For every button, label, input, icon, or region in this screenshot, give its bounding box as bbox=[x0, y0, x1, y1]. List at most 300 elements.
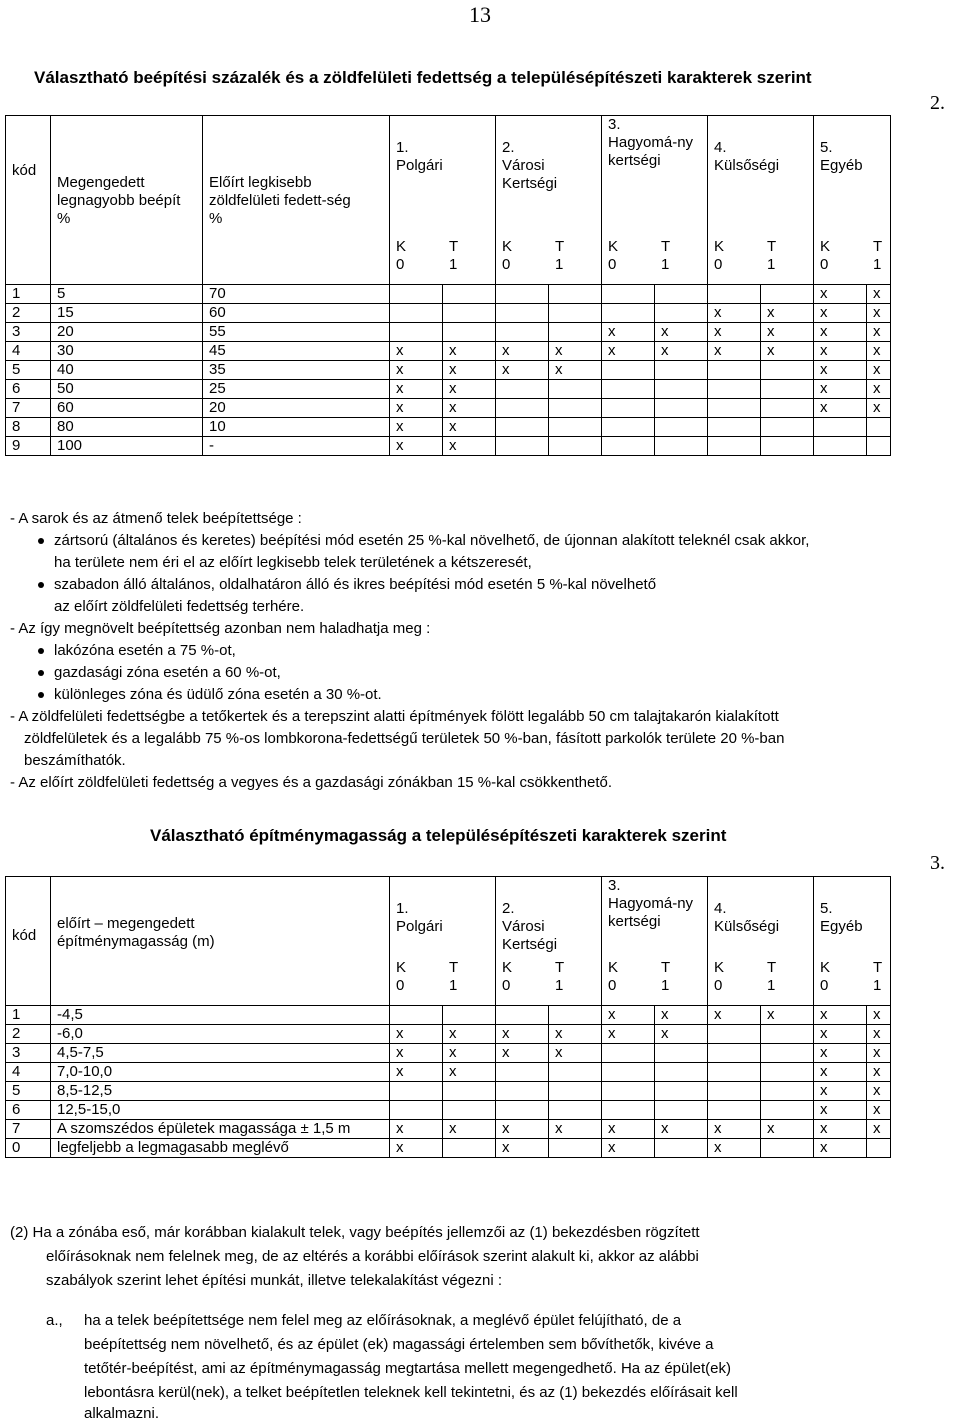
cell-kod: 4 bbox=[6, 342, 51, 361]
cell-min-green: 45 bbox=[203, 342, 390, 361]
cell-mark bbox=[496, 380, 549, 399]
cell-max-coverage: 60 bbox=[51, 399, 203, 418]
group-label-line: Kertségi bbox=[502, 175, 558, 192]
cell-mark: x bbox=[867, 304, 891, 323]
cell-mark: x bbox=[814, 1025, 867, 1044]
cell-mark bbox=[761, 1063, 814, 1082]
cell-mark bbox=[814, 418, 867, 437]
cell-mark: x bbox=[496, 1139, 549, 1158]
sub-header-t: T bbox=[449, 238, 459, 255]
cell-mark: x bbox=[867, 1063, 891, 1082]
cell-mark: x bbox=[443, 1025, 496, 1044]
cell-mark: x bbox=[549, 342, 602, 361]
cell-mark: x bbox=[602, 1139, 655, 1158]
cell-mark: x bbox=[443, 1120, 496, 1139]
table-row bbox=[6, 304, 891, 323]
cell-mark: x bbox=[867, 323, 891, 342]
table-row bbox=[6, 399, 891, 418]
cell-kod: 6 bbox=[6, 1101, 51, 1120]
cell-mark bbox=[602, 418, 655, 437]
cell-mark: x bbox=[867, 342, 891, 361]
item-a-label: a., bbox=[46, 1312, 63, 1329]
cell-mark bbox=[708, 1101, 761, 1120]
cell-mark bbox=[761, 437, 814, 456]
height-table bbox=[5, 876, 891, 1158]
cell-mark: x bbox=[761, 342, 814, 361]
cell-mark bbox=[549, 418, 602, 437]
cell-mark bbox=[708, 418, 761, 437]
group-label-line: 1. bbox=[396, 139, 409, 156]
cell-max-coverage: 30 bbox=[51, 342, 203, 361]
cell-height: 4,5-7,5 bbox=[51, 1044, 390, 1063]
bullet-icon bbox=[38, 648, 44, 654]
cell-mark bbox=[549, 437, 602, 456]
header-row bbox=[6, 877, 891, 1006]
cell-mark bbox=[655, 1139, 708, 1158]
cell-kod: 4 bbox=[6, 1063, 51, 1082]
table-row bbox=[6, 1025, 891, 1044]
table-row bbox=[6, 418, 891, 437]
col-header-group-5 bbox=[814, 877, 891, 1006]
col-header-group-2 bbox=[496, 116, 602, 285]
cell-mark: x bbox=[708, 342, 761, 361]
sub-header-t: T bbox=[555, 238, 565, 255]
cell-mark bbox=[761, 361, 814, 380]
cell-mark: x bbox=[496, 361, 549, 380]
section-3-title: Választható építménymagasság a településépítészeti karakterek szerint bbox=[150, 826, 727, 845]
table-row bbox=[6, 1101, 891, 1120]
sub-header-t: T bbox=[873, 238, 883, 255]
cell-mark bbox=[708, 380, 761, 399]
cell-mark bbox=[814, 437, 867, 456]
cell-mark: x bbox=[814, 1139, 867, 1158]
cell-min-green: 60 bbox=[203, 304, 390, 323]
cell-mark bbox=[549, 285, 602, 304]
cell-mark bbox=[761, 285, 814, 304]
cell-mark: x bbox=[814, 1082, 867, 1101]
coverage-table bbox=[5, 115, 891, 456]
cell-mark: x bbox=[814, 323, 867, 342]
col-header-min-green-line: % bbox=[209, 210, 223, 227]
cell-mark bbox=[549, 399, 602, 418]
cell-kod: 1 bbox=[6, 1006, 51, 1025]
cell-mark: x bbox=[390, 437, 443, 456]
table-row bbox=[6, 1006, 891, 1025]
sub-header-k: K bbox=[714, 238, 725, 255]
cell-mark: x bbox=[867, 380, 891, 399]
cell-mark bbox=[655, 1082, 708, 1101]
col-header-min-green-line: Előírt legkisebb bbox=[209, 174, 312, 191]
cell-max-coverage: 15 bbox=[51, 304, 203, 323]
cell-mark: x bbox=[496, 1120, 549, 1139]
cell-kod: 6 bbox=[6, 380, 51, 399]
cell-mark bbox=[443, 1101, 496, 1120]
cell-mark bbox=[496, 1006, 549, 1025]
cell-mark bbox=[496, 323, 549, 342]
cell-height: 7,0-10,0 bbox=[51, 1063, 390, 1082]
cell-mark bbox=[549, 1006, 602, 1025]
cell-mark: x bbox=[602, 1006, 655, 1025]
bullet-continuation: ha területe nem éri el az előírt legkisebb telek területének a kétszeresét, bbox=[54, 554, 532, 571]
sub-header-t-num: 1 bbox=[873, 977, 882, 994]
table-row bbox=[6, 1120, 891, 1139]
cell-mark bbox=[761, 399, 814, 418]
col-header-kod bbox=[6, 116, 51, 285]
group-label-line: 3. bbox=[608, 116, 621, 133]
table-row bbox=[6, 380, 891, 399]
group-label-line: Egyéb bbox=[820, 157, 863, 174]
cell-mark: x bbox=[708, 323, 761, 342]
sub-header-k: K bbox=[502, 959, 513, 976]
group-label-line: Polgári bbox=[396, 157, 443, 174]
cell-min-green: - bbox=[203, 437, 390, 456]
note-green-roofs: - A zöldfelületi fedettségbe a tetőkertek és a terepszint alatti építmények fölött legalább 50 cm talajtakarón kialakított bbox=[10, 708, 779, 725]
cell-mark: x bbox=[814, 304, 867, 323]
cell-mark bbox=[390, 1006, 443, 1025]
cell-mark: x bbox=[814, 361, 867, 380]
cell-kod: 7 bbox=[6, 1120, 51, 1139]
bullet-item: szabadon álló általános, oldalhatáron álló és ikres beépítési mód esetén 5 %-kal növelhető bbox=[38, 574, 656, 596]
cell-mark bbox=[496, 1063, 549, 1082]
cell-mark: x bbox=[496, 342, 549, 361]
cell-mark bbox=[496, 1082, 549, 1101]
section-2-title: Választható beépítési százalék és a zöldfelületi fedettség a településépítészeti karakterek szerint bbox=[34, 68, 812, 87]
col-header-group-2 bbox=[496, 877, 602, 1006]
cell-mark: x bbox=[390, 380, 443, 399]
cell-mark bbox=[496, 399, 549, 418]
cell-mark bbox=[602, 361, 655, 380]
sub-header-k: K bbox=[714, 959, 725, 976]
sub-header-k: K bbox=[608, 959, 619, 976]
cell-mark: x bbox=[443, 399, 496, 418]
cell-mark: x bbox=[708, 304, 761, 323]
sub-header-k-num: 0 bbox=[502, 977, 511, 994]
cell-mark bbox=[655, 380, 708, 399]
sub-header-t-num: 1 bbox=[449, 977, 458, 994]
group-label-line: Külsőségi bbox=[714, 918, 780, 935]
cell-mark bbox=[549, 1139, 602, 1158]
cell-kod: 5 bbox=[6, 361, 51, 380]
cell-mark bbox=[655, 1044, 708, 1063]
col-header-group-3 bbox=[602, 116, 708, 285]
header-row bbox=[6, 116, 891, 285]
cell-mark bbox=[443, 1006, 496, 1025]
cell-min-green: 20 bbox=[203, 399, 390, 418]
cell-mark bbox=[602, 1101, 655, 1120]
col-header-max-coverage-line: Megengedett bbox=[57, 174, 145, 191]
col-header-group-4 bbox=[708, 877, 814, 1006]
group-label-line: 5. bbox=[820, 900, 833, 917]
cell-mark bbox=[655, 437, 708, 456]
cell-mark bbox=[549, 304, 602, 323]
sub-header-t-num: 1 bbox=[555, 977, 564, 994]
cell-mark: x bbox=[708, 1139, 761, 1158]
cell-mark: x bbox=[443, 418, 496, 437]
cell-mark bbox=[655, 1101, 708, 1120]
col-header-min-green-line: zöldfelületi fedett-ség bbox=[209, 192, 351, 209]
cell-mark bbox=[390, 285, 443, 304]
cell-kod: 2 bbox=[6, 1025, 51, 1044]
cell-mark: x bbox=[814, 285, 867, 304]
note-corner-plot: - A sarok és az átmenő telek beépítettsége : bbox=[10, 510, 302, 527]
cell-mark bbox=[708, 285, 761, 304]
bullet-icon bbox=[38, 692, 44, 698]
cell-mark: x bbox=[390, 1044, 443, 1063]
cell-height: 12,5-15,0 bbox=[51, 1101, 390, 1120]
cell-kod: 3 bbox=[6, 323, 51, 342]
cell-mark: x bbox=[496, 1025, 549, 1044]
bullet-item: különleges zóna és üdülő zóna esetén a 30 %-ot. bbox=[38, 684, 382, 706]
cell-max-coverage: 5 bbox=[51, 285, 203, 304]
cell-max-coverage: 50 bbox=[51, 380, 203, 399]
cell-mark: x bbox=[814, 1101, 867, 1120]
sub-header-k: K bbox=[502, 238, 513, 255]
sub-header-k-num: 0 bbox=[396, 977, 405, 994]
sub-header-k-num: 0 bbox=[820, 977, 829, 994]
bullet-continuation: az előírt zöldfelületi fedettség terhére. bbox=[54, 598, 305, 615]
paragraph-2-line: szabályok szerint lehet építési munkát, illetve telekalakítást végezni : bbox=[46, 1272, 503, 1289]
cell-mark: x bbox=[867, 1101, 891, 1120]
sub-header-t-num: 1 bbox=[873, 256, 882, 273]
sub-header-t-num: 1 bbox=[449, 256, 458, 273]
cell-mark: x bbox=[814, 1120, 867, 1139]
item-a-line: beépítettség nem növelhető, és az épület (ek) magassági értelemben sem bővíthetők, kivéve a bbox=[84, 1336, 714, 1353]
col-header-height-line: építménymagasság (m) bbox=[57, 933, 215, 950]
cell-mark bbox=[602, 1063, 655, 1082]
bullet-icon bbox=[38, 538, 44, 544]
table-row bbox=[6, 361, 891, 380]
note-max-limit: - Az így megnövelt beépítettség azonban nem haladhatja meg : bbox=[10, 620, 431, 637]
col-header-height bbox=[51, 877, 390, 1006]
group-label-line: 5. bbox=[820, 139, 833, 156]
cell-mark bbox=[761, 418, 814, 437]
cell-mark bbox=[708, 1063, 761, 1082]
table-row bbox=[6, 1063, 891, 1082]
cell-mark bbox=[708, 437, 761, 456]
cell-height: -4,5 bbox=[51, 1006, 390, 1025]
cell-mark bbox=[496, 285, 549, 304]
cell-mark bbox=[496, 437, 549, 456]
cell-mark: x bbox=[390, 361, 443, 380]
cell-mark: x bbox=[814, 1044, 867, 1063]
cell-mark: x bbox=[443, 342, 496, 361]
bullet-item: zártsorú (általános és keretes) beépítési mód esetén 25 %-kal növelhető, de újonnan alakított teleknél csak akkor, bbox=[38, 530, 809, 552]
group-label-line: 4. bbox=[714, 139, 727, 156]
cell-mark bbox=[496, 1101, 549, 1120]
group-label-line: Városi bbox=[502, 157, 545, 174]
col-header-group-5 bbox=[814, 116, 891, 285]
cell-mark bbox=[655, 418, 708, 437]
cell-mark: x bbox=[814, 1063, 867, 1082]
sub-header-k-num: 0 bbox=[608, 256, 617, 273]
cell-mark bbox=[708, 1082, 761, 1101]
cell-mark bbox=[761, 1139, 814, 1158]
cell-max-coverage: 40 bbox=[51, 361, 203, 380]
col-header-group-1 bbox=[390, 877, 496, 1006]
table-row bbox=[6, 1082, 891, 1101]
cell-max-coverage: 20 bbox=[51, 323, 203, 342]
cell-mark: x bbox=[867, 361, 891, 380]
cell-mark bbox=[708, 399, 761, 418]
item-a-line: alkalmazni. bbox=[84, 1405, 160, 1422]
cell-mark: x bbox=[443, 1044, 496, 1063]
col-header-min-green bbox=[203, 116, 390, 285]
group-label-line: Városi bbox=[502, 918, 545, 935]
sub-header-t: T bbox=[767, 238, 777, 255]
cell-mark bbox=[549, 380, 602, 399]
cell-mark bbox=[602, 1082, 655, 1101]
cell-mark bbox=[549, 1063, 602, 1082]
cell-mark: x bbox=[655, 1120, 708, 1139]
table-row bbox=[6, 285, 891, 304]
cell-mark: x bbox=[549, 1120, 602, 1139]
group-label-line: Polgári bbox=[396, 918, 443, 935]
table-row bbox=[6, 323, 891, 342]
note-green-roofs-cont: zöldfelületek és a legalább 75 %-os lombkorona-fedettségű területek 50 %-ban, fásított parkolók területe 20 %-ban bbox=[24, 730, 785, 747]
cell-mark: x bbox=[761, 1006, 814, 1025]
group-label-line: 4. bbox=[714, 900, 727, 917]
cell-mark: x bbox=[390, 399, 443, 418]
item-a-line: ha a telek beépítettsége nem felel meg az előírásoknak, a meglévő épület felújítható, de a bbox=[84, 1312, 682, 1329]
sub-header-t: T bbox=[555, 959, 565, 976]
cell-mark: x bbox=[814, 399, 867, 418]
cell-mark bbox=[602, 304, 655, 323]
cell-mark bbox=[443, 285, 496, 304]
cell-mark bbox=[443, 304, 496, 323]
cell-mark: x bbox=[549, 1044, 602, 1063]
sub-header-t: T bbox=[661, 238, 671, 255]
sub-header-k: K bbox=[820, 959, 831, 976]
cell-min-green: 10 bbox=[203, 418, 390, 437]
cell-mark: x bbox=[761, 304, 814, 323]
cell-mark: x bbox=[443, 1063, 496, 1082]
cell-mark: x bbox=[390, 1025, 443, 1044]
cell-mark bbox=[761, 1044, 814, 1063]
cell-kod: 8 bbox=[6, 418, 51, 437]
col-header-max-coverage-line: legnagyobb beépít bbox=[57, 192, 181, 209]
sub-header-t: T bbox=[767, 959, 777, 976]
cell-mark bbox=[390, 323, 443, 342]
cell-mark: x bbox=[443, 361, 496, 380]
page-number: 13 bbox=[469, 2, 491, 27]
cell-max-coverage: 100 bbox=[51, 437, 203, 456]
cell-mark bbox=[549, 1101, 602, 1120]
cell-mark bbox=[761, 1025, 814, 1044]
sub-header-t-num: 1 bbox=[767, 256, 776, 273]
table-row bbox=[6, 1044, 891, 1063]
col-header-kod-text: kód bbox=[12, 162, 37, 179]
group-label-line: 3. bbox=[608, 877, 621, 894]
cell-kod: 7 bbox=[6, 399, 51, 418]
cell-min-green: 55 bbox=[203, 323, 390, 342]
sub-header-k: K bbox=[820, 238, 831, 255]
cell-mark: x bbox=[602, 323, 655, 342]
cell-mark bbox=[761, 1101, 814, 1120]
bullet-icon bbox=[38, 582, 44, 588]
cell-mark bbox=[761, 380, 814, 399]
cell-mark: x bbox=[867, 1044, 891, 1063]
note-green-roofs-cont: beszámíthatók. bbox=[24, 752, 126, 769]
cell-mark bbox=[443, 1082, 496, 1101]
sub-header-t: T bbox=[661, 959, 671, 976]
cell-mark bbox=[496, 304, 549, 323]
cell-mark: x bbox=[496, 1044, 549, 1063]
item-a-line: tetőtér-beépítést, ami az építménymagasság megtartása mellett megengedhető. Ha az épület(ek) bbox=[84, 1360, 732, 1377]
cell-kod: 3 bbox=[6, 1044, 51, 1063]
cell-mark bbox=[390, 1101, 443, 1120]
table-row bbox=[6, 437, 891, 456]
cell-mark bbox=[867, 437, 891, 456]
cell-mark bbox=[655, 1063, 708, 1082]
sub-header-k-num: 0 bbox=[714, 977, 723, 994]
table-row bbox=[6, 1139, 891, 1158]
sub-header-t: T bbox=[449, 959, 459, 976]
table-row bbox=[6, 342, 891, 361]
col-header-kod-text: kód bbox=[12, 927, 37, 944]
cell-mark: x bbox=[549, 1025, 602, 1044]
cell-mark bbox=[867, 1139, 891, 1158]
group-label-line: Hagyomá-ny bbox=[608, 895, 694, 912]
cell-mark bbox=[602, 437, 655, 456]
section-2-number: 2. bbox=[930, 92, 945, 114]
cell-mark bbox=[655, 361, 708, 380]
group-label-line: 2. bbox=[502, 139, 515, 156]
cell-mark: x bbox=[602, 1120, 655, 1139]
cell-height: 8,5-12,5 bbox=[51, 1082, 390, 1101]
cell-mark bbox=[655, 285, 708, 304]
cell-mark bbox=[655, 399, 708, 418]
sub-header-t: T bbox=[873, 959, 883, 976]
cell-mark: x bbox=[867, 285, 891, 304]
cell-mark: x bbox=[655, 1006, 708, 1025]
cell-mark bbox=[390, 1082, 443, 1101]
cell-mark: x bbox=[443, 437, 496, 456]
col-header-height-line: előírt – megengedett bbox=[57, 915, 195, 932]
cell-mark bbox=[761, 1082, 814, 1101]
cell-mark: x bbox=[602, 342, 655, 361]
group-label-line: Kertségi bbox=[502, 936, 558, 953]
cell-mark bbox=[708, 361, 761, 380]
sub-header-k: K bbox=[608, 238, 619, 255]
cell-mark bbox=[443, 323, 496, 342]
cell-mark: x bbox=[443, 380, 496, 399]
cell-mark bbox=[443, 1139, 496, 1158]
note-green-reduction: - Az előírt zöldfelületi fedettség a vegyes és a gazdasági zónákban 15 %-kal csökkenthető. bbox=[10, 774, 613, 791]
cell-kod: 0 bbox=[6, 1139, 51, 1158]
cell-mark bbox=[708, 1025, 761, 1044]
sub-header-t-num: 1 bbox=[661, 256, 670, 273]
group-label-line: Egyéb bbox=[820, 918, 863, 935]
cell-kod: 1 bbox=[6, 285, 51, 304]
cell-kod: 9 bbox=[6, 437, 51, 456]
cell-mark: x bbox=[867, 399, 891, 418]
cell-mark: x bbox=[655, 1025, 708, 1044]
cell-mark bbox=[549, 1082, 602, 1101]
cell-mark bbox=[549, 323, 602, 342]
group-label-line: kertségi bbox=[608, 152, 661, 169]
col-header-kod bbox=[6, 877, 51, 1006]
cell-mark: x bbox=[655, 323, 708, 342]
cell-height: legfeljebb a legmagasabb meglévő bbox=[51, 1139, 390, 1158]
cell-mark: x bbox=[867, 1120, 891, 1139]
cell-mark: x bbox=[708, 1120, 761, 1139]
sub-header-k-num: 0 bbox=[608, 977, 617, 994]
bullet-icon bbox=[38, 670, 44, 676]
col-header-group-3 bbox=[602, 877, 708, 1006]
cell-mark: x bbox=[814, 342, 867, 361]
paragraph-2-line: előírásoknak nem felelnek meg, de az eltérés a korábbi előírások szerint alakult ki, akkor az alábbi bbox=[46, 1248, 699, 1265]
sub-header-k-num: 0 bbox=[714, 256, 723, 273]
